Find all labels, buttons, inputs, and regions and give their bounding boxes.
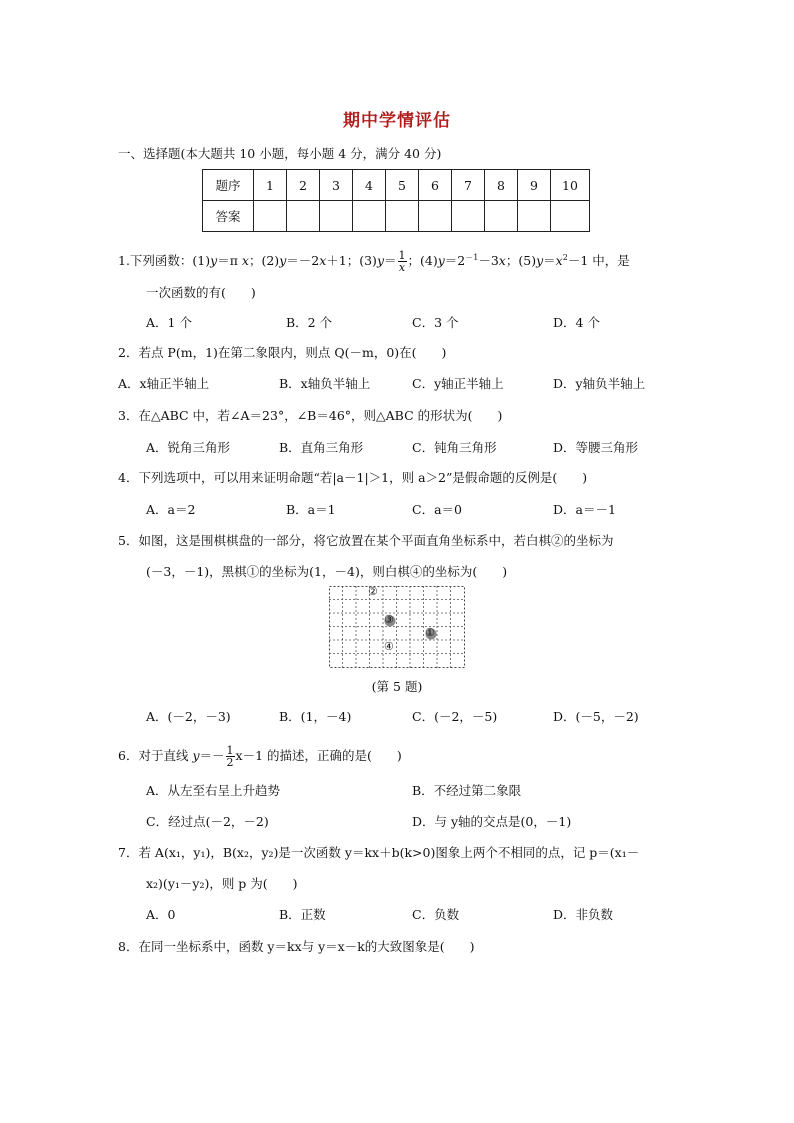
- answer-cell[interactable]: [353, 201, 386, 232]
- q1-text: ＝π: [217, 253, 242, 269]
- question-1-line1: [118, 248, 630, 273]
- fraction-denominator: 2: [226, 756, 234, 769]
- q6-var: y: [192, 748, 200, 763]
- question-8: 8．在同一坐标系中，函数 y＝kx与 y＝x－k的大致图象是( ): [118, 939, 475, 954]
- q6-option-b[interactable]: B．不经过第二象限: [412, 783, 522, 798]
- go-board-figure: [329, 586, 465, 668]
- q1-text: ；(2): [248, 253, 280, 269]
- table-cell: 4: [353, 170, 386, 201]
- q7-option-c[interactable]: C．负数: [412, 907, 460, 922]
- fraction-numerator: 1: [226, 744, 234, 757]
- q1-var: x: [498, 253, 506, 269]
- q2-option-c[interactable]: C．y轴正半轴上: [412, 376, 504, 391]
- q7-option-d[interactable]: D．非负数: [553, 907, 614, 922]
- q1-text: 1.下列函数：(1): [118, 253, 211, 269]
- q2-option-a[interactable]: A．x轴正半轴上: [118, 376, 210, 391]
- q1-text: ＋1；(3): [326, 253, 377, 269]
- q4-option-c[interactable]: C．a＝0: [412, 502, 462, 517]
- section-heading: 一、选择题(本大题共 10 小题，每小题 4 分，满分 40 分): [118, 146, 442, 161]
- answer-cell[interactable]: [320, 201, 353, 232]
- question-2: 2．若点 P(m，1)在第二象限内，则点 Q(－m，0)在( ): [118, 345, 447, 360]
- fraction: [398, 250, 407, 273]
- q1-text: ＝－2: [286, 253, 320, 269]
- q1-option-d[interactable]: D．4 个: [553, 315, 600, 330]
- q3-option-a[interactable]: A．锐角三角形: [146, 440, 231, 455]
- table-cell: 3: [320, 170, 353, 201]
- q6-text: ＝－: [199, 748, 225, 763]
- q7-option-b[interactable]: B．正数: [279, 907, 326, 922]
- q2-option-d[interactable]: D．y轴负半轴上: [553, 376, 646, 391]
- q4-option-b[interactable]: B．a＝1: [286, 502, 336, 517]
- q1-superscript: 2: [562, 253, 568, 262]
- q1-text: ＝2: [444, 253, 466, 269]
- q1-var: y: [210, 253, 218, 269]
- question-3: 3．在△ABC 中，若∠A＝23°，∠B＝46°，则△ABC 的形状为( ): [118, 408, 503, 423]
- fraction-denominator: x: [398, 261, 406, 275]
- q5-option-c[interactable]: C．(－2，－5): [412, 709, 498, 724]
- answer-cell[interactable]: [551, 201, 590, 232]
- white-stone-2: ②: [368, 585, 378, 598]
- q6-option-c[interactable]: C．经过点(－2，－2): [146, 814, 269, 829]
- answer-cell[interactable]: [419, 201, 452, 232]
- q1-text: ；(5): [505, 253, 537, 269]
- row-label-answer: 答案: [203, 201, 254, 232]
- go-board-grid: [329, 586, 465, 668]
- question-1-line2: 一次函数的有( ): [146, 285, 256, 300]
- q1-text: ；(4): [407, 253, 438, 269]
- answer-table: [202, 169, 590, 232]
- q5-option-b[interactable]: B．(1，－4): [279, 709, 352, 724]
- q1-var: x: [555, 253, 563, 269]
- q5-option-a[interactable]: A．(－2，－3): [146, 709, 231, 724]
- question-7-line2: x₂)(y₁－y₂)，则 p 为( ): [146, 876, 298, 891]
- table-cell: 5: [386, 170, 419, 201]
- page-title: 期中学情评估: [343, 111, 451, 131]
- q6-option-d[interactable]: D．与 y轴的交点是(0，－1): [412, 814, 572, 829]
- q1-var: y: [279, 253, 287, 269]
- question-6: [118, 745, 402, 768]
- table-cell: 7: [452, 170, 485, 201]
- q1-var: x: [241, 253, 249, 269]
- fraction: [226, 745, 235, 768]
- q1-var: y: [376, 253, 384, 269]
- q1-option-a[interactable]: A．1 个: [146, 315, 192, 330]
- answer-cell[interactable]: [518, 201, 551, 232]
- stone-label-1: ①: [425, 626, 435, 639]
- q1-var: y: [437, 253, 445, 269]
- answer-cell[interactable]: [386, 201, 419, 232]
- q6-option-a[interactable]: A．从左至右呈上升趋势: [146, 783, 281, 798]
- q3-option-b[interactable]: B．直角三角形: [279, 440, 364, 455]
- table-cell: 9: [518, 170, 551, 201]
- q7-option-a[interactable]: A．0: [146, 907, 176, 922]
- q5-option-d[interactable]: D．(－5，－2): [553, 709, 639, 724]
- table-cell: 6: [419, 170, 452, 201]
- q1-superscript: －1: [465, 253, 479, 262]
- q2-option-b[interactable]: B．x轴负半轴上: [279, 376, 371, 391]
- answer-cell[interactable]: [254, 201, 287, 232]
- q1-option-c[interactable]: C．3 个: [412, 315, 459, 330]
- row-label-number: 题序: [203, 170, 254, 201]
- question-4: 4．下列选项中，可以用来证明命题“若|a－1|＞1，则 a＞2”是假命题的反例是( ): [118, 470, 588, 485]
- q1-text: ＝: [384, 253, 397, 269]
- question-7-line1: 7．若 A(x₁，y₁)，B(x₂，y₂)是一次函数 y＝kx＋b(k>0)图象上两个不相同的点，记 p＝(x₁－: [118, 845, 640, 860]
- q3-option-d[interactable]: D．等腰三角形: [553, 440, 639, 455]
- q1-text: ＝: [543, 253, 556, 269]
- q1-var: x: [319, 253, 327, 269]
- q6-text: x－1 的描述，正确的是( ): [235, 748, 402, 763]
- q1-var: y: [536, 253, 544, 269]
- table-cell: 10: [551, 170, 590, 201]
- question-5-line1: 5．如图，这是围棋棋盘的一部分，将它放置在某个平面直角坐标系中，若白棋②的坐标为: [118, 533, 614, 548]
- table-cell: 8: [485, 170, 518, 201]
- table-row: [203, 201, 590, 232]
- fraction-numerator: 1: [398, 249, 406, 263]
- q1-text: －3: [478, 253, 499, 269]
- white-stone-4: ④: [384, 640, 394, 653]
- table-row: [203, 170, 590, 201]
- answer-cell[interactable]: [452, 201, 485, 232]
- table-cell: 1: [254, 170, 287, 201]
- q1-option-b[interactable]: B．2 个: [286, 315, 333, 330]
- q3-option-c[interactable]: C．钝角三角形: [412, 440, 497, 455]
- stone-label-3: ③: [384, 613, 394, 626]
- q4-option-d[interactable]: D．a＝－1: [553, 502, 616, 517]
- figure-caption: (第 5 题): [371, 679, 423, 694]
- q6-text: 6．对于直线: [118, 748, 193, 763]
- table-cell: 2: [287, 170, 320, 201]
- q4-option-a[interactable]: A．a＝2: [146, 502, 196, 517]
- answer-cell[interactable]: [485, 201, 518, 232]
- q1-text: －1 中，是: [567, 253, 630, 269]
- answer-cell[interactable]: [287, 201, 320, 232]
- question-5-line2: (－3，－1)，黑棋①的坐标为(1，－4)，则白棋④的坐标为( ): [146, 564, 508, 579]
